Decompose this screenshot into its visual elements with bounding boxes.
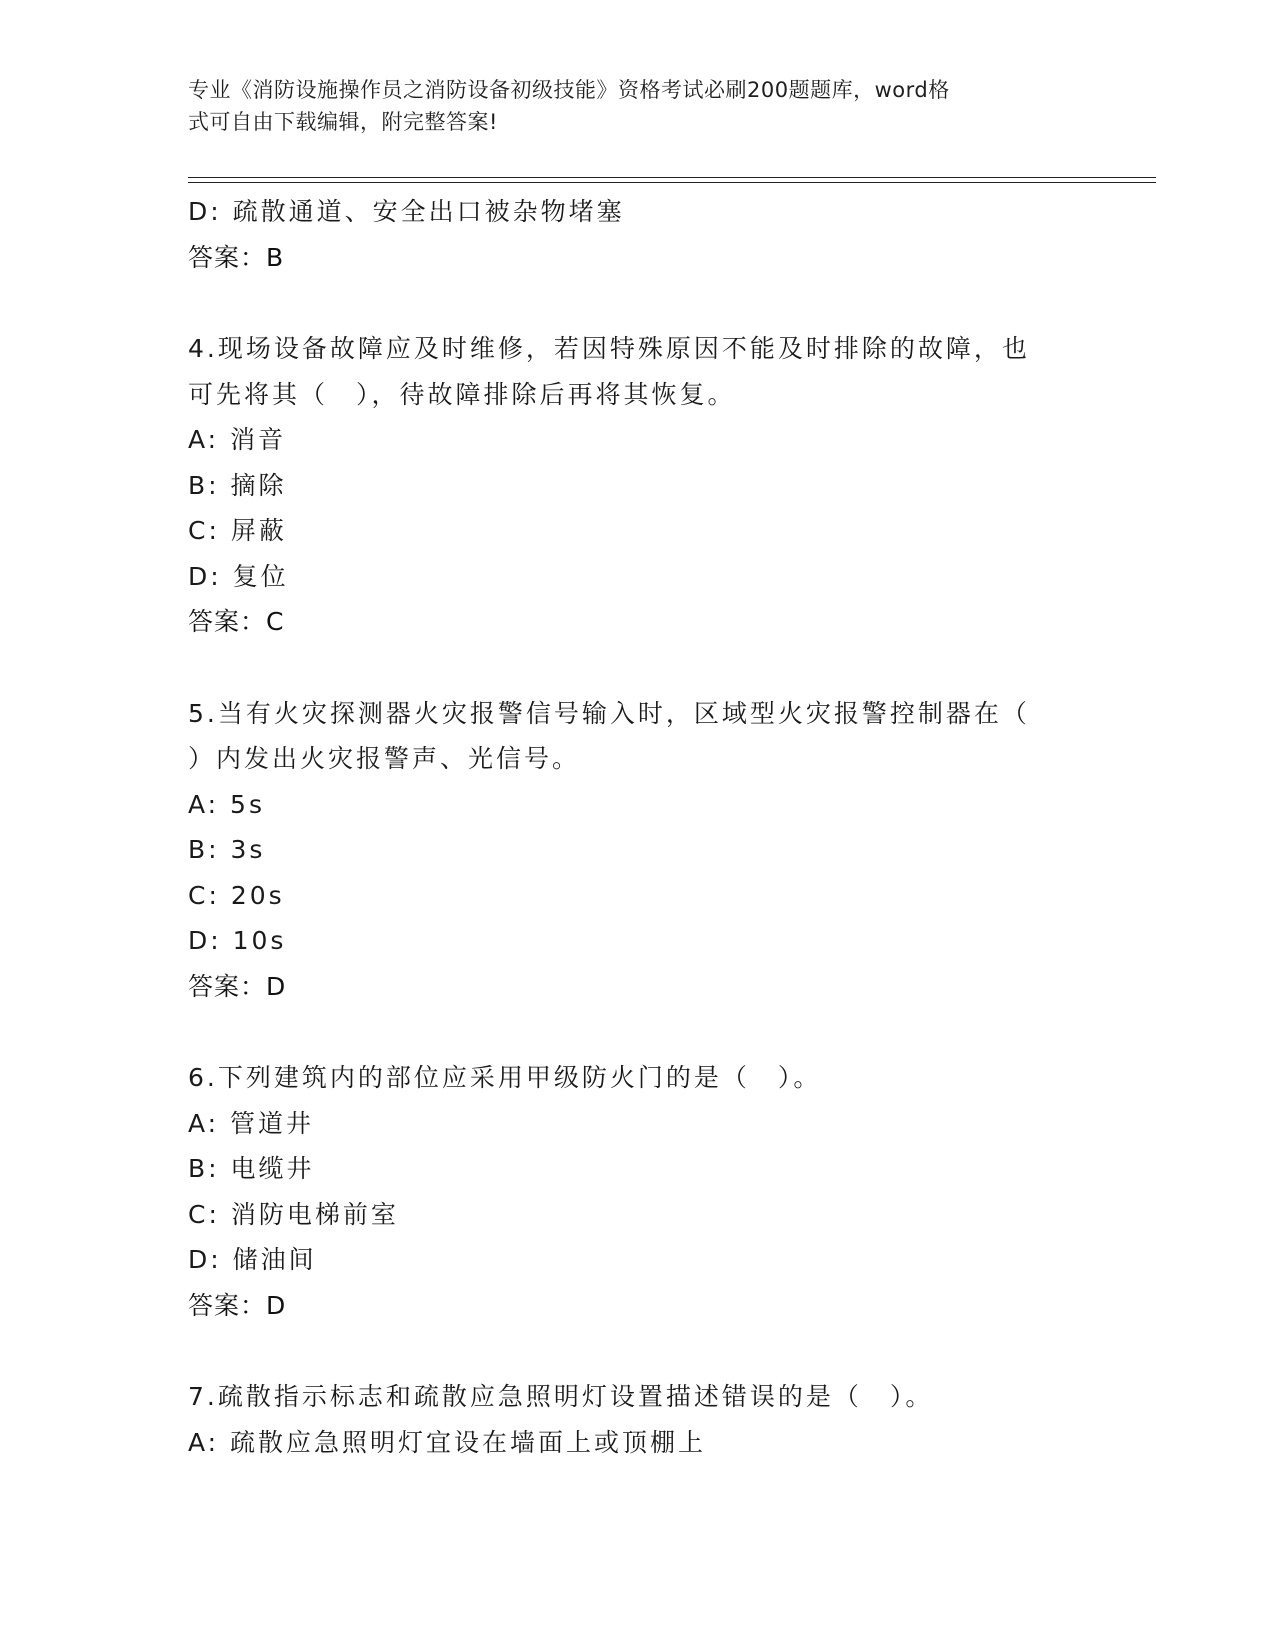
spacer (188, 1009, 1088, 1055)
header-divider-bottom (188, 182, 1156, 183)
spacer (188, 1328, 1088, 1374)
option-a: A: 消音 (188, 425, 287, 454)
option-a: A: 5s (188, 789, 265, 819)
question-stem-line: 5.当有火灾探测器火灾报警信号输入时，区域型火灾报警控制器在（ (188, 698, 1030, 728)
header-line-2: 式可自由下载编辑，附完整答案! (188, 110, 498, 134)
question-stem-line: ）内发出火灾报警声、光信号。 (188, 744, 581, 773)
option-b: B: 3s (188, 835, 266, 864)
question-list (188, 189, 1088, 1465)
option-d: D: 10s (188, 926, 287, 955)
option-c: C: 20s (188, 880, 285, 910)
option-c: C: 屏蔽 (188, 516, 287, 545)
header-line-1: 专业《消防设施操作员之消防设备初级技能》资格考试必刷200题题库，word格 (188, 78, 950, 102)
question-stem-line: 6.下列建筑内的部位应采用甲级防火门的是（ ）。 (188, 1063, 822, 1092)
spacer (188, 645, 1088, 691)
question-6 (188, 1055, 1088, 1328)
carryover-answer: 答案：B (188, 242, 285, 272)
option-d: D: 复位 (188, 561, 289, 591)
answer-line: 答案：C (188, 607, 285, 636)
answer-line: 答案：D (188, 1290, 287, 1320)
option-a: A: 管道井 (188, 1108, 315, 1138)
option-a: A: 疏散应急照明灯宜设在墙面上或顶棚上 (188, 1427, 707, 1457)
carryover-option-d: D: 疏散通道、安全出口被杂物堵塞 (188, 197, 625, 226)
option-c: C: 消防电梯前室 (188, 1199, 399, 1229)
question-stem-line: 7.疏散指示标志和疏散应急照明灯设置描述错误的是（ ）。 (188, 1382, 934, 1411)
answer-line: 答案：D (188, 971, 287, 1001)
header-divider-top (188, 177, 1156, 178)
option-b: B: 摘除 (188, 470, 287, 500)
option-d: D: 储油间 (188, 1245, 317, 1274)
option-b: B: 电缆井 (188, 1154, 315, 1183)
question-stem-line: 4.现场设备故障应及时维修，若因特殊原因不能及时排除的故障，也 (188, 334, 1030, 363)
question-5 (188, 691, 1088, 1010)
question-7 (188, 1374, 1088, 1465)
spacer (188, 280, 1088, 326)
document-header (188, 74, 1078, 138)
question-stem-line: 可先将其（ ），待故障排除后再将其恢复。 (188, 379, 736, 409)
question-4 (188, 326, 1088, 645)
